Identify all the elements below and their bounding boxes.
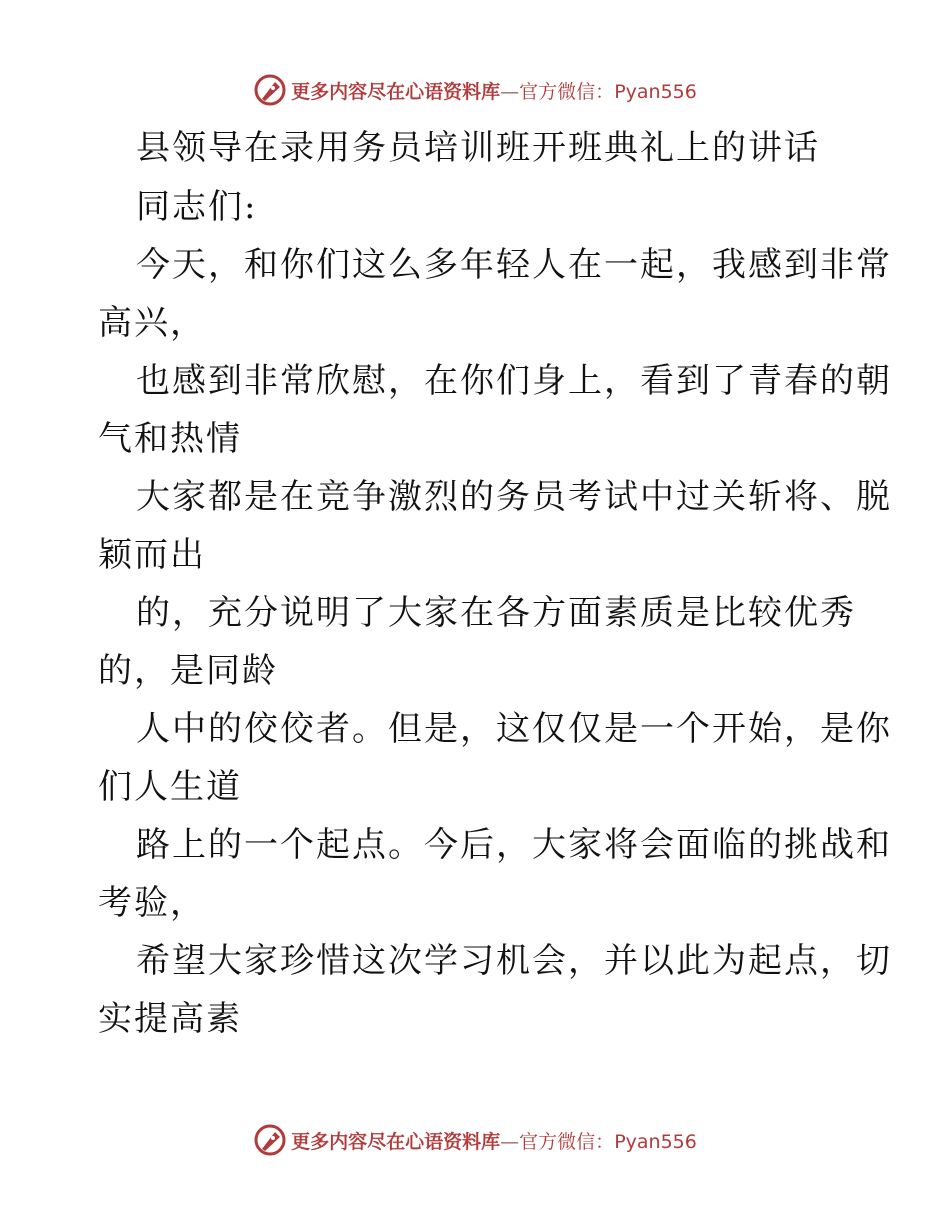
paragraph-line: 颖而出 — [98, 535, 206, 575]
document-title: 县领导在录用务员培训班开班典礼上的讲话 — [136, 128, 820, 168]
header-text — [291, 77, 697, 104]
paragraph-line: 的，充分说明了大家在各方面素质是比较优秀 — [136, 593, 856, 633]
pen-nib-logo-icon — [253, 1123, 287, 1157]
paragraph-line: 今天，和你们这么多年轻人在一起，我感到非常 — [136, 245, 892, 285]
footer-site-name: 更多内容尽在心语资料库 — [291, 1130, 501, 1153]
header-contact-label: 官方微信： — [519, 80, 615, 103]
paragraph-line: 考验， — [98, 883, 206, 923]
footer-banner — [0, 1122, 950, 1158]
header-banner — [0, 72, 950, 108]
paragraph-line: 大家都是在竞争激烈的务员考试中过关斩将、脱 — [136, 477, 892, 517]
paragraph-line: 路上的一个起点。今后，大家将会面临的挑战和 — [136, 825, 892, 865]
paragraph-line: 也感到非常欣慰，在你们身上，看到了青春的朝 — [136, 361, 892, 401]
header-site-name: 更多内容尽在心语资料库 — [291, 80, 501, 103]
paragraph-line: 人中的佼佼者。但是，这仅仅是一个开始，是你 — [136, 709, 892, 749]
header-dash: — — [500, 80, 520, 103]
paragraph-line: 的，是同龄 — [98, 651, 278, 691]
header-contact-id: Pyan556 — [614, 80, 697, 103]
footer-text — [291, 1127, 697, 1154]
salutation: 同志们: — [136, 187, 258, 227]
footer-dash: — — [500, 1130, 520, 1153]
paragraph-line: 们人生道 — [98, 767, 242, 807]
paragraph-line: 实提高素 — [98, 999, 242, 1039]
paragraph-line: 高兴， — [98, 303, 206, 343]
footer-contact-id: Pyan556 — [614, 1130, 697, 1153]
pen-nib-logo-icon — [253, 73, 287, 107]
paragraph-line: 希望大家珍惜这次学习机会，并以此为起点，切 — [136, 941, 892, 981]
paragraph-line: 气和热情 — [98, 419, 242, 459]
footer-contact-label: 官方微信： — [519, 1130, 615, 1153]
